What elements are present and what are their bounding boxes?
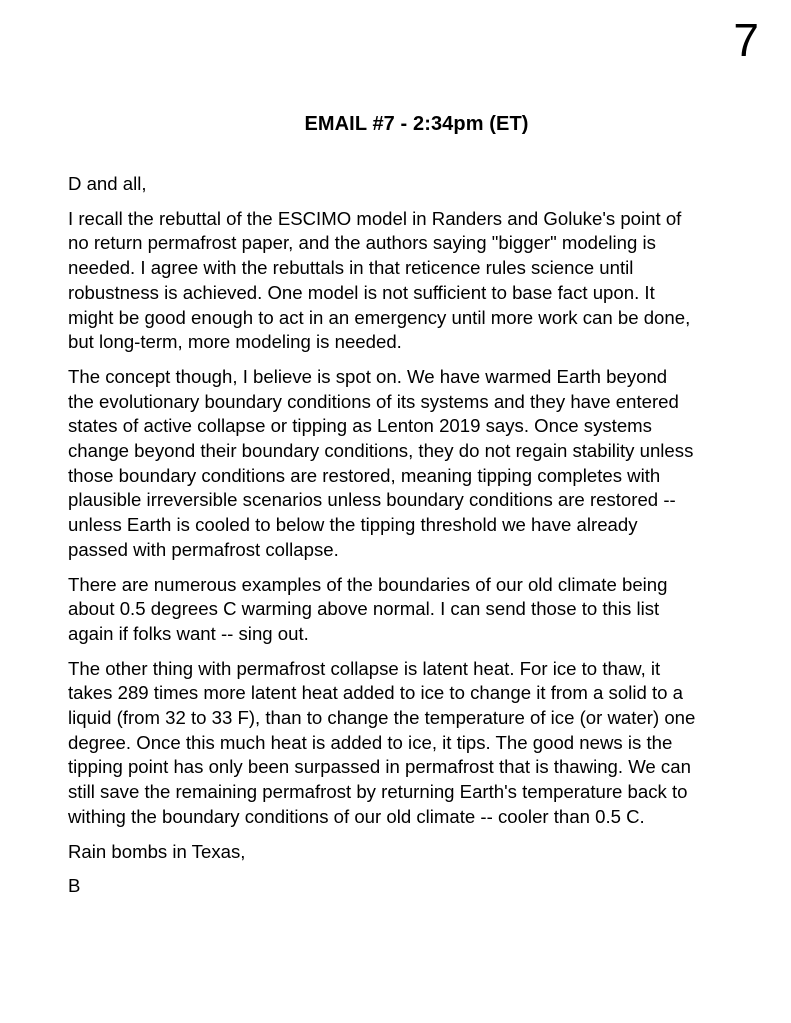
email-closing: Rain bombs in Texas, (68, 840, 246, 862)
text-line: passed with permafrost collapse. (68, 538, 339, 560)
text-line: might be good enough to act in an emergency until more work can be done, (68, 306, 691, 328)
email-paragraph (68, 573, 765, 647)
text-line: still save the remaining permafrost by returning Earth's temperature back to (68, 781, 688, 803)
text-line: about 0.5 degrees C warming above normal. I can send those to this list (68, 598, 660, 620)
text-line: change beyond their boundary conditions, they do not regain stability unless (68, 440, 694, 462)
text-line: robustness is achieved. One model is not sufficient to base fact upon. It (68, 281, 655, 303)
text-line: I recall the rebuttal of the ESCIMO model in Randers and Goluke's point of (68, 207, 682, 229)
text-line: tipping point has only been surpassed in permafrost that is thawing. We can (68, 756, 691, 778)
text-line: There are numerous examples of the boundaries of our old climate being (68, 573, 668, 595)
text-line: withing the boundary conditions of our old climate -- cooler than 0.5 C. (68, 805, 645, 827)
text-line: The other thing with permafrost collapse is latent heat. For ice to thaw, it (68, 657, 661, 679)
text-line: plausible irreversible scenarios unless boundary conditions are restored -- (68, 489, 676, 511)
email-signature: B (68, 875, 81, 897)
text-line: liquid (from 32 to 33 F), than to change the temperature of ice (or water) one (68, 707, 696, 729)
text-line: no return permafrost paper, and the authors saying "bigger" modeling is (68, 232, 656, 254)
email-greeting: D and all, (68, 173, 147, 194)
email-paragraph (68, 365, 765, 563)
text-line: again if folks want -- sing out. (68, 622, 309, 644)
text-line: The concept though, I believe is spot on. We have warmed Earth beyond (68, 365, 668, 387)
text-line: those boundary conditions are restored, meaning tipping completes with (68, 464, 661, 486)
page-number: 7 (733, 14, 759, 66)
text-line: needed. I agree with the rebuttals in that reticence rules science until (68, 257, 634, 279)
text-line: takes 289 times more latent heat added to ice to change it from a solid to a (68, 682, 683, 704)
email-paragraph (68, 207, 765, 355)
text-line: but long-term, more modeling is needed. (68, 331, 402, 353)
email-title: EMAIL #7 - 2:34pm (ET) (304, 113, 529, 135)
text-line: degree. Once this much heat is added to ice, it tips. The good news is the (68, 731, 673, 753)
text-line: states of active collapse or tipping as Lenton 2019 says. Once systems (68, 415, 652, 437)
text-line: the evolutionary boundary conditions of its systems and they have entered (68, 390, 679, 412)
email-paragraph (68, 657, 765, 830)
email-paragraphs (68, 207, 765, 830)
text-line: unless Earth is cooled to below the tipping threshold we have already (68, 514, 638, 536)
